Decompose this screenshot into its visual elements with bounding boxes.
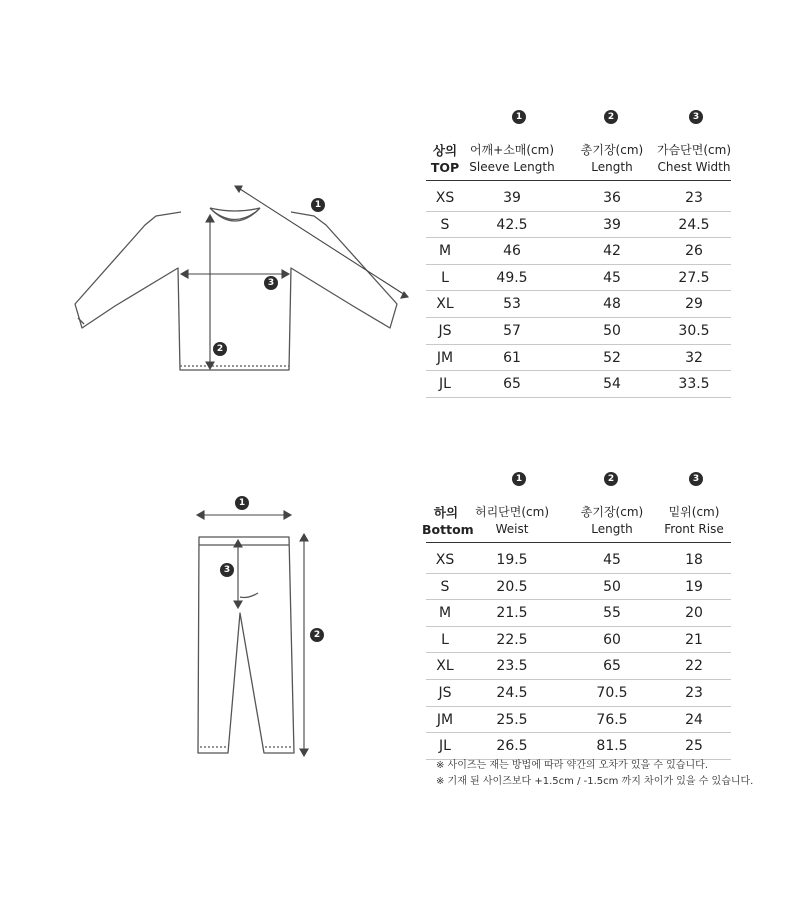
top-header-row — [426, 140, 731, 181]
size-cell: M — [438, 243, 452, 260]
table-row — [426, 185, 731, 212]
value-cell: 46 — [503, 243, 521, 260]
value-cell: 60 — [603, 631, 621, 648]
bottom-col2-ko: 총기장(cm) — [580, 505, 644, 519]
top-column-marker-1: 1 — [512, 110, 526, 124]
size-cell: JL — [439, 376, 451, 393]
size-notes — [436, 758, 753, 790]
top-label-en: TOP — [430, 160, 460, 175]
top-col2-en: Length — [591, 160, 633, 174]
value-cell: 50 — [603, 322, 621, 339]
value-cell: 52 — [603, 349, 621, 366]
table-row — [426, 547, 731, 574]
size-cell: JS — [438, 322, 452, 339]
value-cell: 25.5 — [496, 711, 528, 728]
bottom-diagram-marker-3: 3 — [220, 563, 234, 577]
value-cell: 26 — [685, 243, 703, 260]
bottom-column-2-header — [572, 504, 652, 538]
value-cell: 55 — [603, 605, 621, 622]
value-cell: 65 — [603, 658, 621, 675]
value-cell: 21 — [685, 631, 703, 648]
bottom-col2-en: Length — [591, 522, 633, 536]
value-cell: 42 — [603, 243, 621, 260]
value-cell: 20 — [685, 605, 703, 622]
size-cell: XS — [435, 552, 455, 568]
top-column-1-header — [464, 142, 560, 176]
size-cell: JM — [436, 349, 454, 366]
size-cell: XL — [436, 296, 454, 313]
table-row — [426, 318, 731, 345]
size-cell: JS — [438, 684, 452, 701]
bottom-col3-en: Front Rise — [664, 522, 724, 536]
value-cell: 48 — [603, 296, 621, 313]
value-cell: 21.5 — [496, 605, 528, 622]
top-garment-diagram — [60, 180, 420, 380]
size-cell: M — [438, 605, 452, 622]
value-cell: 53 — [503, 296, 521, 313]
table-row — [426, 707, 731, 734]
value-cell: 70.5 — [596, 684, 628, 701]
value-cell: 45 — [603, 269, 621, 286]
top-diagram-marker-1: 1 — [311, 198, 325, 212]
top-label-ko: 상의 — [432, 143, 458, 158]
bottom-section-label — [422, 504, 474, 538]
value-cell: 24.5 — [496, 684, 528, 701]
value-cell: 29 — [685, 296, 703, 313]
bottom-col1-ko: 허리단면(cm) — [474, 505, 550, 519]
top-diagram-marker-2: 2 — [213, 342, 227, 356]
value-cell: 45 — [603, 552, 621, 568]
value-cell: 23 — [685, 684, 703, 701]
top-col1-en: Sleeve Length — [469, 160, 555, 174]
top-column-2-header — [572, 142, 652, 176]
table-row — [426, 371, 731, 398]
value-cell: 39 — [603, 216, 621, 233]
value-cell: 50 — [603, 578, 621, 595]
bottom-label-ko: 하의 — [433, 505, 459, 520]
bottom-column-marker-1: 1 — [512, 472, 526, 486]
size-cell: L — [441, 269, 449, 286]
size-cell: JM — [436, 711, 454, 728]
value-cell: 65 — [503, 376, 521, 393]
value-cell: 36 — [603, 190, 621, 206]
value-cell: 54 — [603, 376, 621, 393]
bottom-column-marker-3: 3 — [689, 472, 703, 486]
bottom-column-3-header — [652, 504, 736, 538]
bottom-col3-ko: 밑위(cm) — [668, 505, 720, 519]
value-cell: 20.5 — [496, 578, 528, 595]
top-col2-ko: 총기장(cm) — [580, 143, 644, 157]
table-row — [426, 680, 731, 707]
value-cell: 19 — [685, 578, 703, 595]
value-cell: 24.5 — [678, 216, 710, 233]
value-cell: 27.5 — [678, 269, 710, 286]
top-size-table — [426, 110, 731, 398]
top-marker-row — [426, 110, 731, 140]
value-cell: 25 — [685, 738, 703, 755]
value-cell: 57 — [503, 322, 521, 339]
value-cell: 30.5 — [678, 322, 710, 339]
bottom-size-table — [422, 472, 731, 760]
note-measurement-error: ※ 사이즈는 재는 방법에 따라 약간의 오차가 있을 수 있습니다. — [436, 760, 709, 771]
bottom-column-marker-2: 2 — [604, 472, 618, 486]
bottom-col1-en: Weist — [495, 522, 529, 536]
bottom-label-en: Bottom — [422, 522, 474, 537]
value-cell: 18 — [685, 552, 703, 568]
table-row — [426, 653, 731, 680]
value-cell: 49.5 — [496, 269, 528, 286]
bottom-diagram-marker-1: 1 — [235, 496, 249, 510]
top-column-3-header — [652, 142, 736, 176]
table-row — [426, 733, 731, 760]
table-row — [426, 627, 731, 654]
value-cell: 22.5 — [496, 631, 528, 648]
value-cell: 22 — [685, 658, 703, 675]
bottom-diagram-marker-2: 2 — [310, 628, 324, 642]
table-row — [426, 238, 731, 265]
note-size-tolerance: ※ 기재 된 사이즈보다 +1.5cm / -1.5cm 까지 차이가 있을 수 있습니다. — [436, 776, 754, 787]
size-cell: XS — [435, 190, 455, 206]
table-row — [426, 574, 731, 601]
value-cell: 81.5 — [596, 738, 628, 755]
bottom-header-row — [422, 502, 731, 543]
value-cell: 42.5 — [496, 216, 528, 233]
size-cell: XL — [436, 658, 454, 675]
table-row — [426, 600, 731, 627]
top-col3-ko: 가슴단면(cm) — [656, 143, 732, 157]
value-cell: 61 — [503, 349, 521, 366]
value-cell: 26.5 — [496, 738, 528, 755]
bottom-marker-row — [426, 472, 731, 502]
top-column-marker-3: 3 — [689, 110, 703, 124]
value-cell: 39 — [503, 190, 521, 206]
table-row — [426, 345, 731, 372]
value-cell: 33.5 — [678, 376, 710, 393]
value-cell: 23 — [685, 190, 703, 206]
value-cell: 32 — [685, 349, 703, 366]
top-column-marker-2: 2 — [604, 110, 618, 124]
value-cell: 23.5 — [496, 658, 528, 675]
value-cell: 76.5 — [596, 711, 628, 728]
value-cell: 19.5 — [496, 552, 528, 568]
top-section-label — [426, 142, 464, 176]
size-cell: JL — [439, 738, 451, 755]
bottom-column-1-header — [464, 504, 560, 538]
table-row — [426, 291, 731, 318]
size-cell: S — [440, 216, 450, 233]
size-cell: S — [440, 578, 450, 595]
table-row — [426, 265, 731, 292]
top-col1-ko: 어깨+소매(cm) — [469, 143, 555, 157]
size-cell: L — [441, 631, 449, 648]
top-col3-en: Chest Width — [657, 160, 731, 174]
top-diagram-marker-3: 3 — [264, 276, 278, 290]
value-cell: 24 — [685, 711, 703, 728]
table-row — [426, 212, 731, 239]
